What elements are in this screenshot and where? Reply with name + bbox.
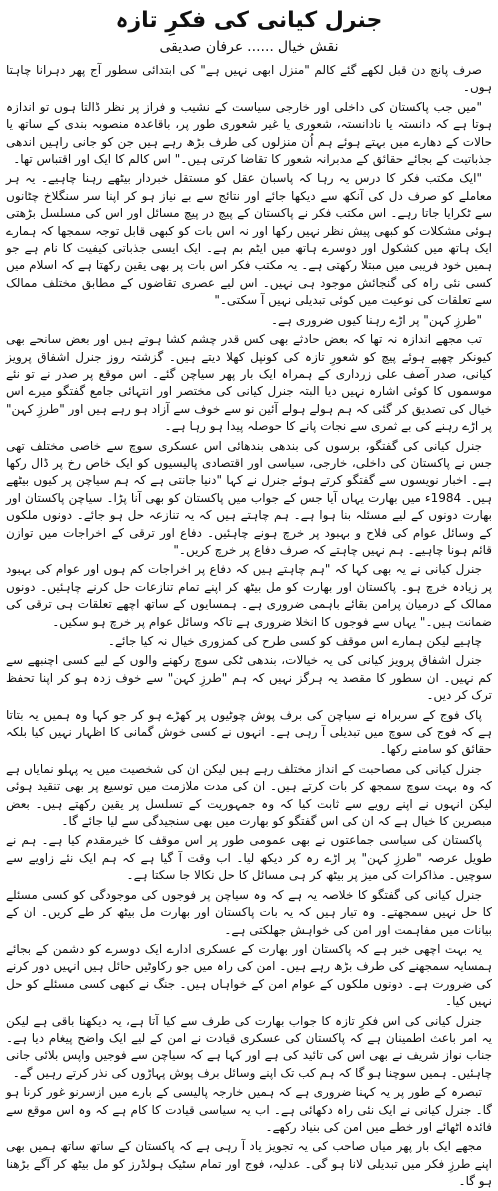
paragraph: پاکستان کی سیاسی جماعتوں نے بھی عمومی طور پر اس موقف کا خیرمقدم کیا ہے۔ ہم نے طویل عرصہ "طرزِ کہن" پر اڑے رہ کر دیکھ لیا۔ اب وقت آ گیا ہے کہ ہم ایک نئے زاویے سے سوچیں۔ مذاکرات کی میز پر بیٹھ کر ہی مسائل کا حل نکالا جا سکتا ہے۔ <box>6 833 492 883</box>
paragraph: جنرل کیانی نے یہ بھی کہا کہ "ہم چاہتے ہیں کہ دفاع پر اخراجات کم ہوں اور عوام کی بہبود پر زیادہ خرچ ہو۔ پاکستان اور بھارت کو مل بیٹھ کر اپنے تمام تنازعات حل کرنے چاہئیں۔ دونوں ممالک کے درمیان پرامن بقائے باہمی ضروری ہے۔ ہمسایوں کے ساتھ اچھے تعلقات ہی ترقی کی ضمانت ہیں۔" یہاں سے فوجوں کا انخلا ضروری ہے تاکہ وسائل عوام پر خرچ ہو سکیں۔ <box>6 562 492 629</box>
paragraph: "طرزِ کہن" پر اڑے رہنا کیوں ضروری ہے۔ <box>270 312 482 327</box>
paragraph: "ایک مکتب فکر کا درس یہ رہا کہ پاسبان عقل کو مستقل خبردار بیٹھے رہنا چاہیے۔ یہ ہر معاملے کو صرف دل کی آنکھ سے دیکھا جائے اور نتائج سے بے نیاز ہو کر اپنا سر سنگلاخ چٹانوں سے ٹکرایا جاتا رہے۔ اس مکتب فکر نے پاکستان کے پیچ در پیچ مسائل اور اس کی مسلسل بڑھتی ہوئی مشکلات کو کبھی پیش نظر نہیں رکھا اور نہ اس بات کو کبھی قابل توجہ سمجھا کہ ہمارے ایک ہاتھ میں کشکول اور دوسرے ہاتھ میں ایٹم بم ہے۔ ایک ایسی جذباتی کیفیت کا نام ہے جو ہمیں خود فریبی میں مبتلا رکھتی ہے۔ یہ مکتب فکر اس بات پر بھی یقین رکھتا ہے کہ اسلام میں کسی نئی راہ کی گنجائش موجود ہی نہیں۔ اس لیے عصری تقاضوں کے مطابق مختلف ممالک سے تعلقات کی نوعیت میں کوئی تبدیلی نہیں آ سکتی۔" <box>6 171 492 308</box>
paragraph: "میں جب پاکستان کی داخلی اور خارجی سیاست کے نشیب و فراز پر نظر ڈالتا ہوں تو اندازہ ہوتا ہے کہ دانستہ یا نادانستہ، شعوری یا غیر شعوری طور پر، باقاعدہ منصوبہ بندی کے ساتھ یا حالات کے دھارے میں بہتے ہوئے ہم اُن منزلوں کی طرف بڑھ رہے ہیں جن کو جانی راہیں اندھی جذباتیت کے بجائے حقائق کے مدبرانہ شعور کا تقاضا کرتی ہیں۔" اس کالم کا ایک اور اقتباس تھا۔ <box>6 99 492 167</box>
paragraph: صرف پانچ دن قبل لکھے گئے کالم "منزل ابھی نہیں ہے" کی ابتدائی سطور آج پھر دہرانا چاہتا ہوں۔ <box>6 63 492 95</box>
paragraph: تب مجھے اندازہ نہ تھا کہ بعض حادثے بھی کس قدر چشم کشا ہوتے ہیں اور بعض سانحے بھی کیونکر چھپے ہوئے پیچ کو شعورِ تازہ کی کونپل کھلا دیتے ہیں۔ گزشتہ روز جنرل اشفاق پرویز کیانی، صدر آصف علی زرداری کے ہمراہ ایک بار پھر سیاچن گئے۔ اس موقع پر صدر نے تو نئے موسموں کا کوئی اشارہ نہیں دیا البتہ جنرل کیانی کی مختصر اور انتہائی جامع گفتگو میرے اس خیال کی تصدیق کر گئی کہ ہم ہولے ہولے آئین نو سے خوف سے آزاد ہو رہے ہیں اور "طرزِ کہن" پر اڑے رہنے کی بے ثمری سے نجات پانے کا حوصلہ پیدا ہو رہا ہے۔ <box>6 332 492 434</box>
paragraph: پاک فوج کے سربراہ نے سیاچن کی برف پوش چوٹیوں پر کھڑے ہو کر جو کہا وہ ہمیں یہ بتاتا ہے کہ فوج کی سوچ میں تبدیلی آ رہی ہے۔ انہوں نے کسی خوش گمانی کا اظہار نہیں کیا بلکہ حقائق کو سامنے رکھا۔ <box>6 707 493 757</box>
paragraph: تبصرہ کے طور پر یہ کہنا ضروری ہے کہ ہمیں خارجہ پالیسی کے بارے میں ازسرنو غور کرنا ہو گا۔ جنرل کیانی نے ایک نئی راہ دکھائی ہے۔ اب یہ سیاسی قیادت کا کام ہے کہ وہ اس موقع سے فائدہ اٹھائے اور خطے میں امن کی بنیاد رکھے۔ <box>6 1085 492 1134</box>
paragraph: جنرل کیانی کی گفتگو، برسوں کی بندھی بندھائی اس عسکری سوچ سے خاصی مختلف تھی جس نے پاکستان کی داخلی، خارجی، سیاسی اور اقتصادی پالیسیوں کو ایک خاص رخ پر ڈال رکھا ہے۔ اخبار نویسوں سے گفتگو کرتے ہوئے جنرل نے کہا "دنیا جانتی ہے کہ ہم سیاچن پر کیوں بیٹھے ہیں۔ 1984ء میں بھارت یہاں آیا جس کے جواب میں پاکستان کو بھی آنا پڑا۔ سیاچن پاکستان اور بھارت دونوں کے لیے مسئلہ بنا ہوا ہے۔ ہم چاہتے ہیں کہ یہ تنازعہ حل ہو جائے۔ دونوں ملکوں کے وسائل عوام کی فلاح و بہبود پر خرچ ہونے چاہئیں۔ دفاع اور ترقی کے اخراجات میں توازن قائم ہونا چاہیے۔ ہم نہیں چاہتے کہ صرف دفاع پر خرچ کریں۔" <box>6 438 492 557</box>
paragraph: چاہیے لیکن ہمارے اس موقف کو کسی طرح کی کمزوری خیال نہ کیا جائے۔ <box>107 634 482 648</box>
article-title: جنرل کیانی کی فکرِ تازہ <box>115 8 383 33</box>
article-body <box>6 62 493 1189</box>
paragraph: جنرل کیانی کی گفتگو کا خلاصہ یہ ہے کہ وہ سیاچن پر فوجوں کی موجودگی کو کسی مسئلے کا حل نہیں سمجھتے۔ وہ تیار ہیں کہ یہ بات پاکستان اور بھارت مل بیٹھ کر طے کریں۔ ان کے بیانات میں مفاہمت اور امن کی خواہش جھلکتی ہے۔ <box>6 887 492 937</box>
paragraph: جنرل اشفاق پرویز کیانی کی یہ خیالات، بندھی ٹکی سوچ رکھنے والوں کے لیے کسی اچنبھے سے کم نہیں۔ ان سطور کا مقصد یہ ہرگز نہیں کہ ہم "طرزِ کہن" سے خوف زدہ ہو کر اپنا تحفظ ترک کر دیں۔ <box>6 653 492 703</box>
byline <box>6 36 492 60</box>
author-name: عرفان صدیقی <box>159 39 244 55</box>
paragraph: جنرل کیانی کی مصاحبت کے انداز مختلف رہے ہیں لیکن ان کی شخصیت میں یہ پہلو نمایاں ہے کہ وہ بہت سوچ سمجھ کر بات کرتے ہیں۔ ان کی مدت ملازمت میں توسیع پر بھی تنقید ہوئی لیکن انہوں نے اپنے رویے سے ثابت کیا کہ وہ جمہوریت کے تسلسل پر یقین رکھتے ہیں۔ بعض مبصرین کا خیال ہے کہ ان کی اس گفتگو کو بھارت میں بھی سنجیدگی سے لیا جائے گا۔ <box>6 761 492 829</box>
paragraph: جنرل کیانی کی اس فکرِ تازہ کا جواب بھارت کی طرف سے کیا آتا ہے، یہ دیکھنا باقی ہے لیکن یہ امر باعث اطمینان ہے کہ پاکستان کی عسکری قیادت نے امن کے لیے ایک واضح پیغام دیا ہے۔ جناب نواز شریف نے بھی اس کی تائید کی ہے اور کہا ہے کہ سیاچن سے فوجیں واپس بلائی جانی چاہئیں۔ ہمیں سوچنا ہو گا کہ ہم کب تک اپنے وسائل برف پوش پہاڑوں کی نذر کرتے رہیں گے۔ <box>6 1013 492 1080</box>
byline-separator: ...... <box>247 39 274 55</box>
paragraph: یہ بہت اچھی خبر ہے کہ پاکستان اور بھارت کے عسکری ادارے ایک دوسرے کو دشمن کے بجائے ہمسایہ سمجھنے کی طرف بڑھ رہے ہیں۔ امن کی راہ میں جو رکاوٹیں حائل ہیں انہیں دور کرنے کی ضرورت ہے۔ دونوں ملکوں کے عوام امن کے خواہاں ہیں۔ جنگ نے کبھی کسی مسئلے کو حل نہیں کیا۔ <box>6 941 492 1009</box>
byline-prefix: نقش خیال <box>277 39 339 55</box>
paragraph: مجھے ایک بار پھر میاں صاحب کی یہ تجویز یاد آ رہی ہے کہ پاکستان کے ساتھ ساتھ ہمیں بھی اپنے طرزِ فکر میں تبدیلی لانا ہو گی۔ عدلیہ، فوج اور تمام سٹیک ہولڈرز کو مل بیٹھ کر آگے بڑھنا ہو گا۔ <box>6 1139 492 1189</box>
